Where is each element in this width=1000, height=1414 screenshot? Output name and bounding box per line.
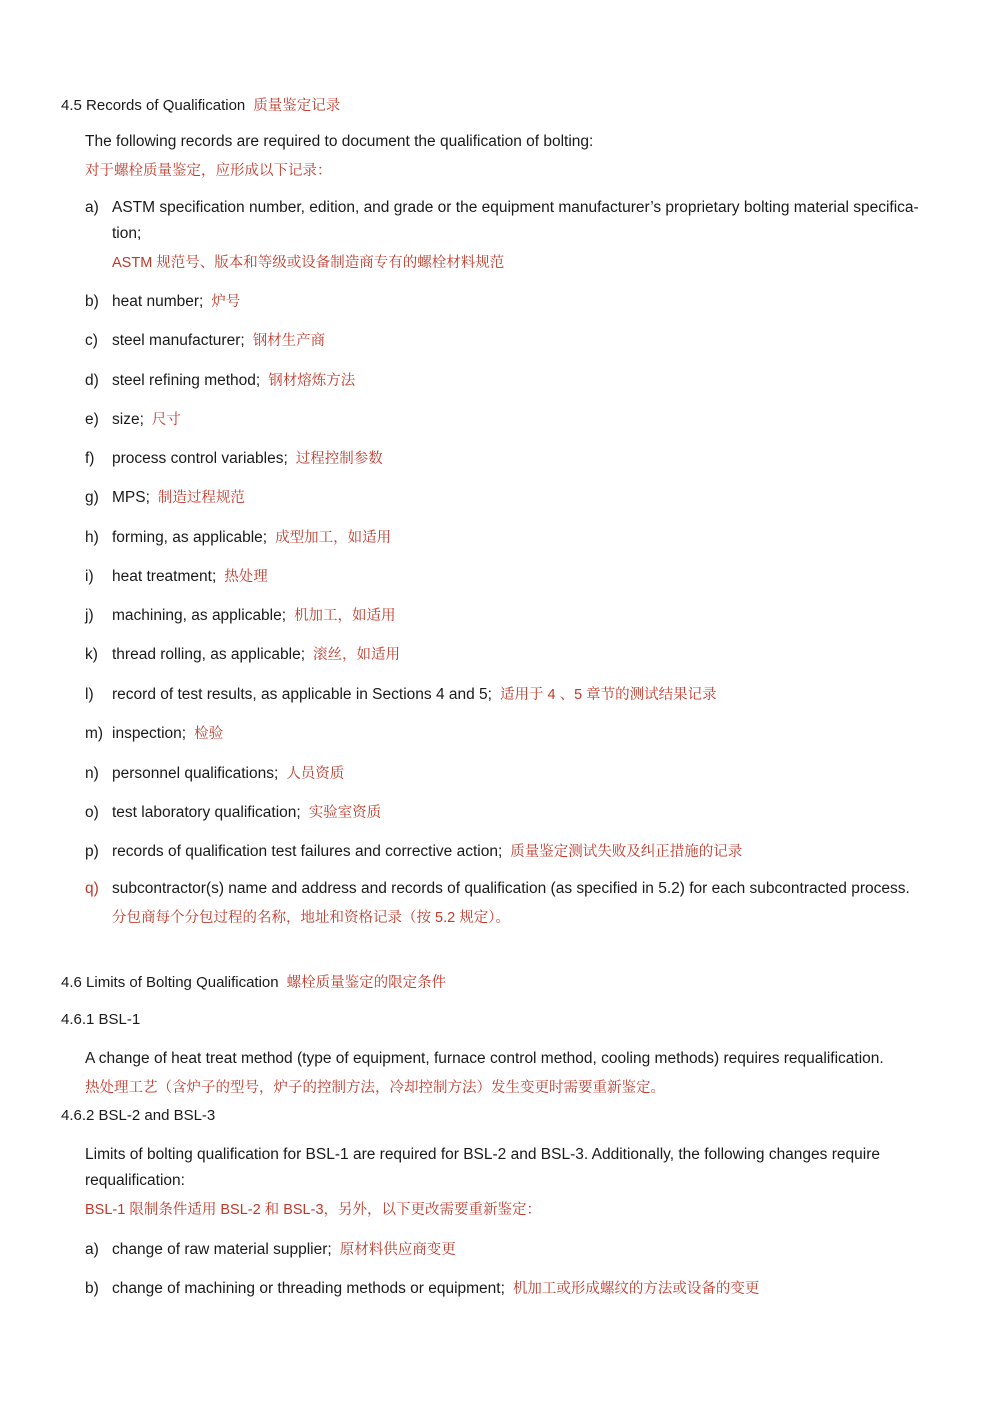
list-item-cn: ASTM 规范号、版本和等级或设备制造商专有的螺栓材料规范 [112, 255, 505, 271]
list-item [85, 526, 391, 547]
list-item-cn: 质量鉴定测试失败及纠正措施的记录 [510, 844, 743, 860]
list-item-text: heat number; [112, 293, 204, 310]
list-item [85, 369, 355, 390]
list-item [85, 643, 400, 664]
list-item-cn: 机加工或形成螺纹的方法或设备的变更 [512, 1281, 760, 1297]
subsection-text-cn: 热处理工艺（含炉子的型号，炉子的控制方法，冷却控制方法）发生变更时需要重新鉴定。 [85, 1080, 665, 1096]
subsection-text-continued: requalification: [85, 1172, 185, 1189]
list-item [85, 565, 268, 586]
subsection-text: Limits of bolting qualification for BSL-1 are required for BSL-2 and BSL-3. Additionally, the following changes require [85, 1146, 880, 1163]
list-item-cn: 机加工，如适用 [294, 608, 396, 624]
list-item [85, 290, 240, 311]
list-item [85, 447, 383, 468]
list-item-text: forming, as applicable; [112, 529, 268, 546]
list-marker: n) [85, 765, 99, 782]
list-marker: a) [85, 1241, 99, 1258]
list-item [85, 683, 717, 704]
section-title: 4.5 Records of Qualification [61, 97, 246, 114]
list-item-text: change of machining or threading methods or equipment; [112, 1280, 505, 1297]
list-item [85, 329, 325, 350]
list-item-cn: 过程控制参数 [295, 451, 383, 467]
list-item-text: ASTM specification number, edition, and grade or the equipment manufacturer’s proprietary bolting material specifica- [112, 199, 919, 216]
list-item [85, 880, 910, 898]
list-item [85, 1238, 456, 1259]
list-item-text: personnel qualifications; [112, 765, 279, 782]
list-item [85, 408, 181, 429]
list-item-cn: 热处理 [224, 569, 268, 585]
list-marker: b) [85, 1280, 99, 1297]
section-title: 4.6 Limits of Bolting Qualification [61, 974, 279, 991]
list-marker: p) [85, 843, 99, 860]
list-marker: g) [85, 489, 99, 506]
section-4-5-heading [61, 94, 340, 115]
list-marker: l) [85, 686, 94, 703]
list-marker: f) [85, 450, 95, 467]
list-item-cn: 成型加工，如适用 [275, 530, 392, 546]
list-item-text: heat treatment; [112, 568, 217, 585]
list-marker: h) [85, 529, 99, 546]
list-item-text-continued: tion; [112, 225, 142, 242]
list-marker: j) [85, 607, 94, 624]
list-marker: m) [85, 725, 104, 742]
list-item-text: process control variables; [112, 450, 288, 467]
list-item-text: change of raw material supplier; [112, 1241, 332, 1258]
section-title-cn: 螺栓质量鉴定的限定条件 [286, 975, 447, 991]
subsection-text: A change of heat treat method (type of equipment, furnace control method, cooling methods) requires requalification. [85, 1050, 884, 1067]
list-item-cn: 炉号 [211, 294, 241, 310]
subsection-4-6-2-heading: 4.6.2 BSL-2 and BSL-3 [61, 1107, 216, 1124]
list-item-cn: 检验 [194, 726, 224, 742]
list-marker: d) [85, 372, 99, 389]
list-item [85, 840, 742, 861]
list-item-text: subcontractor(s) name and address and records of qualification (as specified in 5.2) for each subcontracted process. [112, 880, 910, 897]
list-item [85, 1277, 759, 1298]
section-intro: The following records are required to document the qualification of bolting: [85, 133, 594, 150]
section-intro-cn: 对于螺栓质量鉴定，应形成以下记录： [85, 163, 332, 179]
list-item-cn: 适用于 4 、5 章节的测试结果记录 [499, 687, 717, 703]
list-marker: c) [85, 332, 98, 349]
list-item-text: record of test results, as applicable in Sections 4 and 5; [112, 686, 492, 703]
list-item-cn: 实验室资质 [308, 805, 382, 821]
subsection-text-cn: BSL-1 限制条件适用 BSL-2 和 BSL-3，另外，以下更改需要重新鉴定： [85, 1202, 542, 1218]
list-marker: e) [85, 411, 99, 428]
list-marker: o) [85, 804, 99, 821]
list-item [85, 722, 223, 743]
section-title-cn: 质量鉴定记录 [253, 98, 341, 114]
list-item-cn: 人员资质 [286, 766, 345, 782]
list-item-cn: 制造过程规范 [157, 490, 245, 506]
list-item-text: steel manufacturer; [112, 332, 245, 349]
list-item-text: steel refining method; [112, 372, 261, 389]
list-item [85, 762, 344, 783]
list-item-text: records of qualification test failures and corrective action; [112, 843, 503, 860]
list-item-cn: 分包商每个分包过程的名称，地址和资格记录（按 5.2 规定）。 [112, 910, 510, 926]
list-item-text: test laboratory qualification; [112, 804, 301, 821]
list-item-cn: 钢材生产商 [252, 333, 326, 349]
list-item-cn: 原材料供应商变更 [339, 1242, 456, 1258]
list-marker: k) [85, 646, 98, 663]
list-item [85, 801, 381, 822]
list-item-cn: 钢材熔炼方法 [268, 373, 356, 389]
subsection-4-6-1-heading: 4.6.1 BSL-1 [61, 1011, 141, 1028]
list-item-cn: 尺寸 [151, 412, 181, 428]
list-item-text: size; [112, 411, 144, 428]
list-marker: b) [85, 293, 99, 310]
list-item-text: machining, as applicable; [112, 607, 287, 624]
list-item [85, 486, 245, 507]
list-marker: a) [85, 199, 99, 216]
list-item [85, 604, 396, 625]
list-item [85, 199, 919, 217]
list-item-cn: 滚丝，如适用 [313, 647, 401, 663]
list-item-text: thread rolling, as applicable; [112, 646, 306, 663]
list-item-text: MPS; [112, 489, 150, 506]
section-4-6-heading [61, 971, 446, 992]
list-marker: i) [85, 568, 94, 585]
list-item-text: inspection; [112, 725, 187, 742]
list-marker: q) [85, 880, 99, 897]
